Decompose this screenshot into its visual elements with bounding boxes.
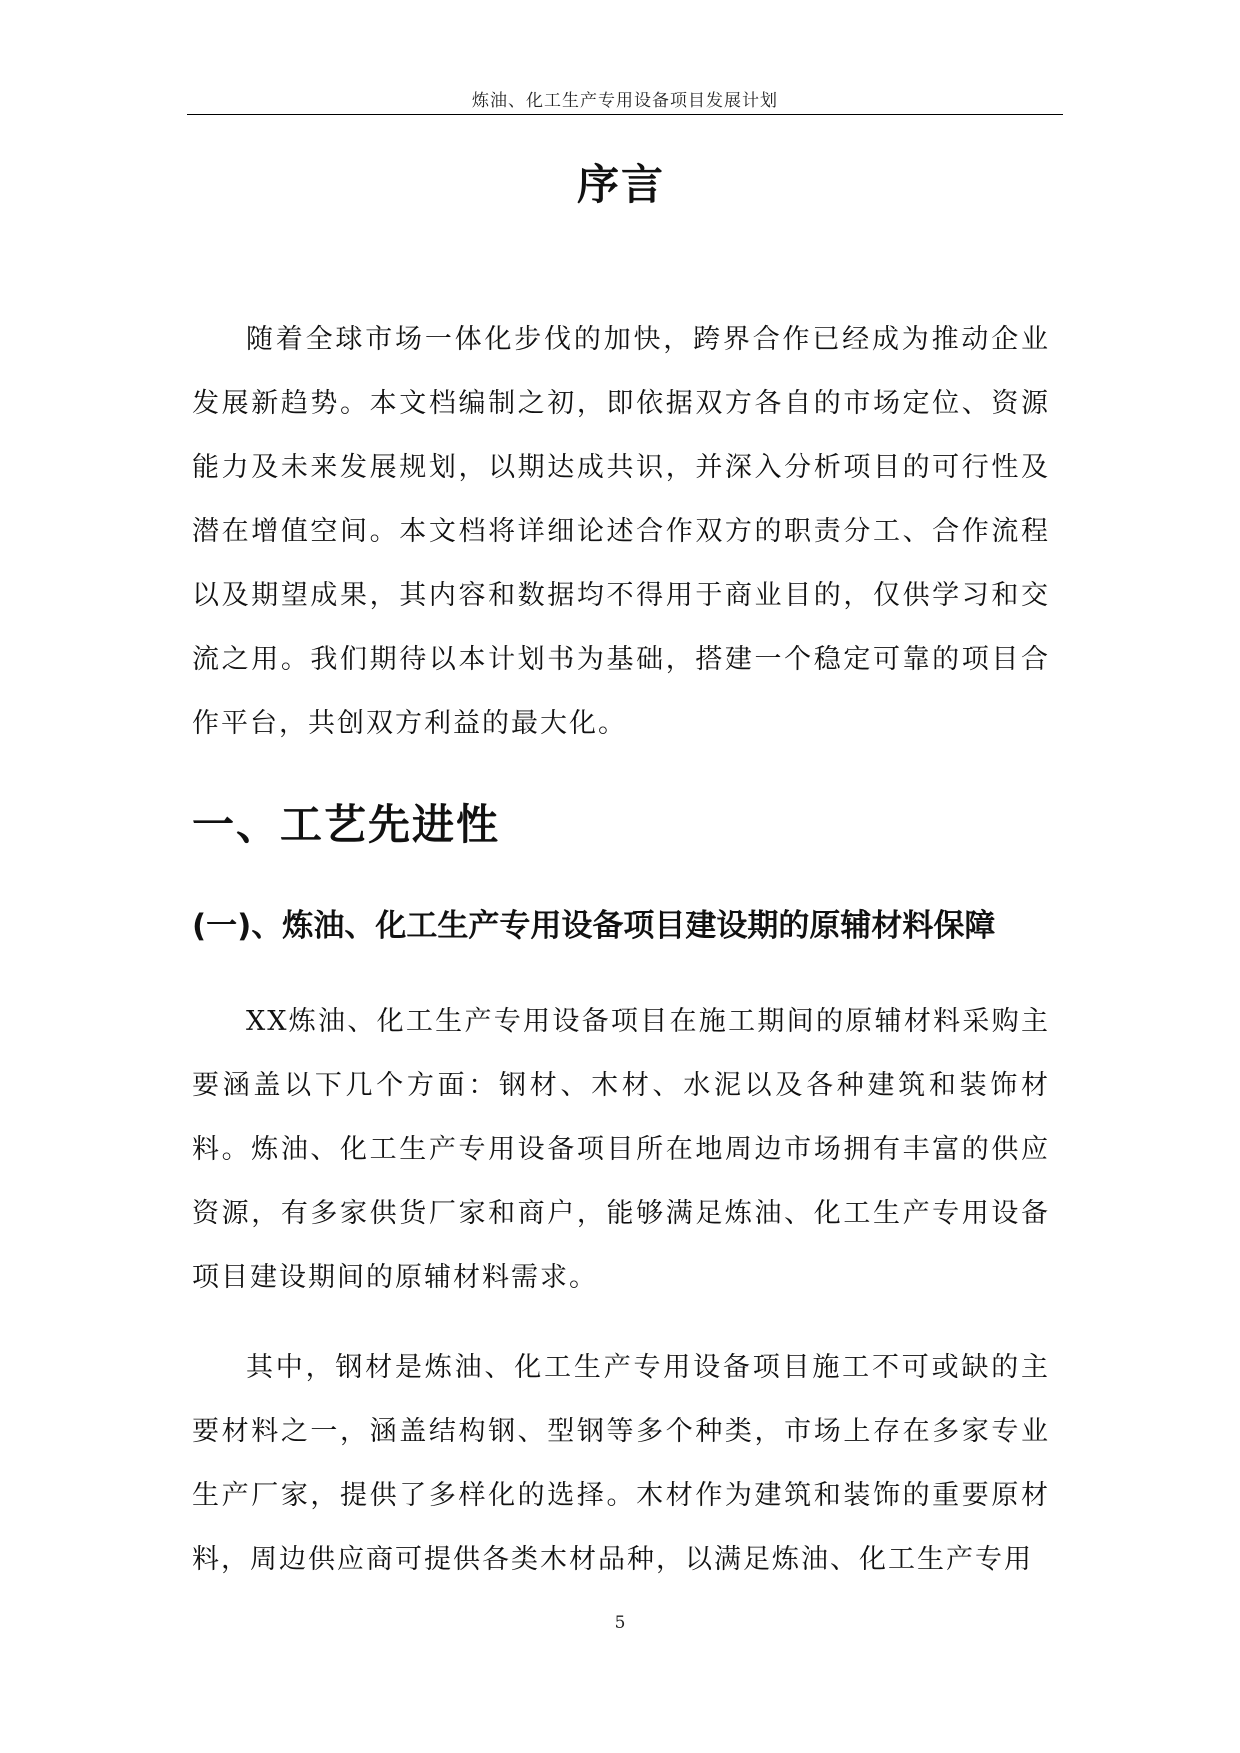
- section-title: 一、工艺先进性: [192, 800, 501, 849]
- preface-title: 序言: [576, 160, 665, 209]
- header-rule: [187, 114, 1063, 115]
- body-paragraph-1: XX炼油、化工生产专用设备项目在施工期间的原辅材料采购主要涵盖以下几个方面：钢材、木材、水泥以及各种建筑和装饰材料。炼油、化工生产专用设备项目所在地周边市场拥有丰富的供应资源，有多家供货厂家和商户，能够满足炼油、化工生产专用设备项目建设期间的原辅材料需求。: [192, 1006, 1050, 1293]
- subsection-title: (一)、炼油、化工生产专用设备项目建设期的原辅材料保障: [192, 908, 996, 944]
- page-number: 5: [614, 1613, 626, 1633]
- preface-paragraph: 随着全球市场一体化步伐的加快，跨界合作已经成为推动企业发展新趋势。本文档编制之初，即依据双方各自的市场定位、资源能力及未来发展规划，以期达成共识，并深入分析项目的可行性及潜在增值空间。本文档将详细论述合作双方的职责分工、合作流程以及期望成果，其内容和数据均不得用于商业目的，仅供学习和交流之用。我们期待以本计划书为基础，搭建一个稳定可靠的项目合作平台，共创双方利益的最大化。: [192, 324, 1050, 739]
- body-paragraph-2: 其中，钢材是炼油、化工生产专用设备项目施工不可或缺的主要材料之一，涵盖结构钢、型钢等多个种类，市场上存在多家专业生产厂家，提供了多样化的选择。木材作为建筑和装饰的重要原材料，周边供应商可提供各类木材品种，以满足炼油、化工生产专用: [192, 1352, 1050, 1575]
- page-body: [192, 150, 1050, 1592]
- running-header: 炼油、化工生产专用设备项目发展计划: [472, 91, 778, 111]
